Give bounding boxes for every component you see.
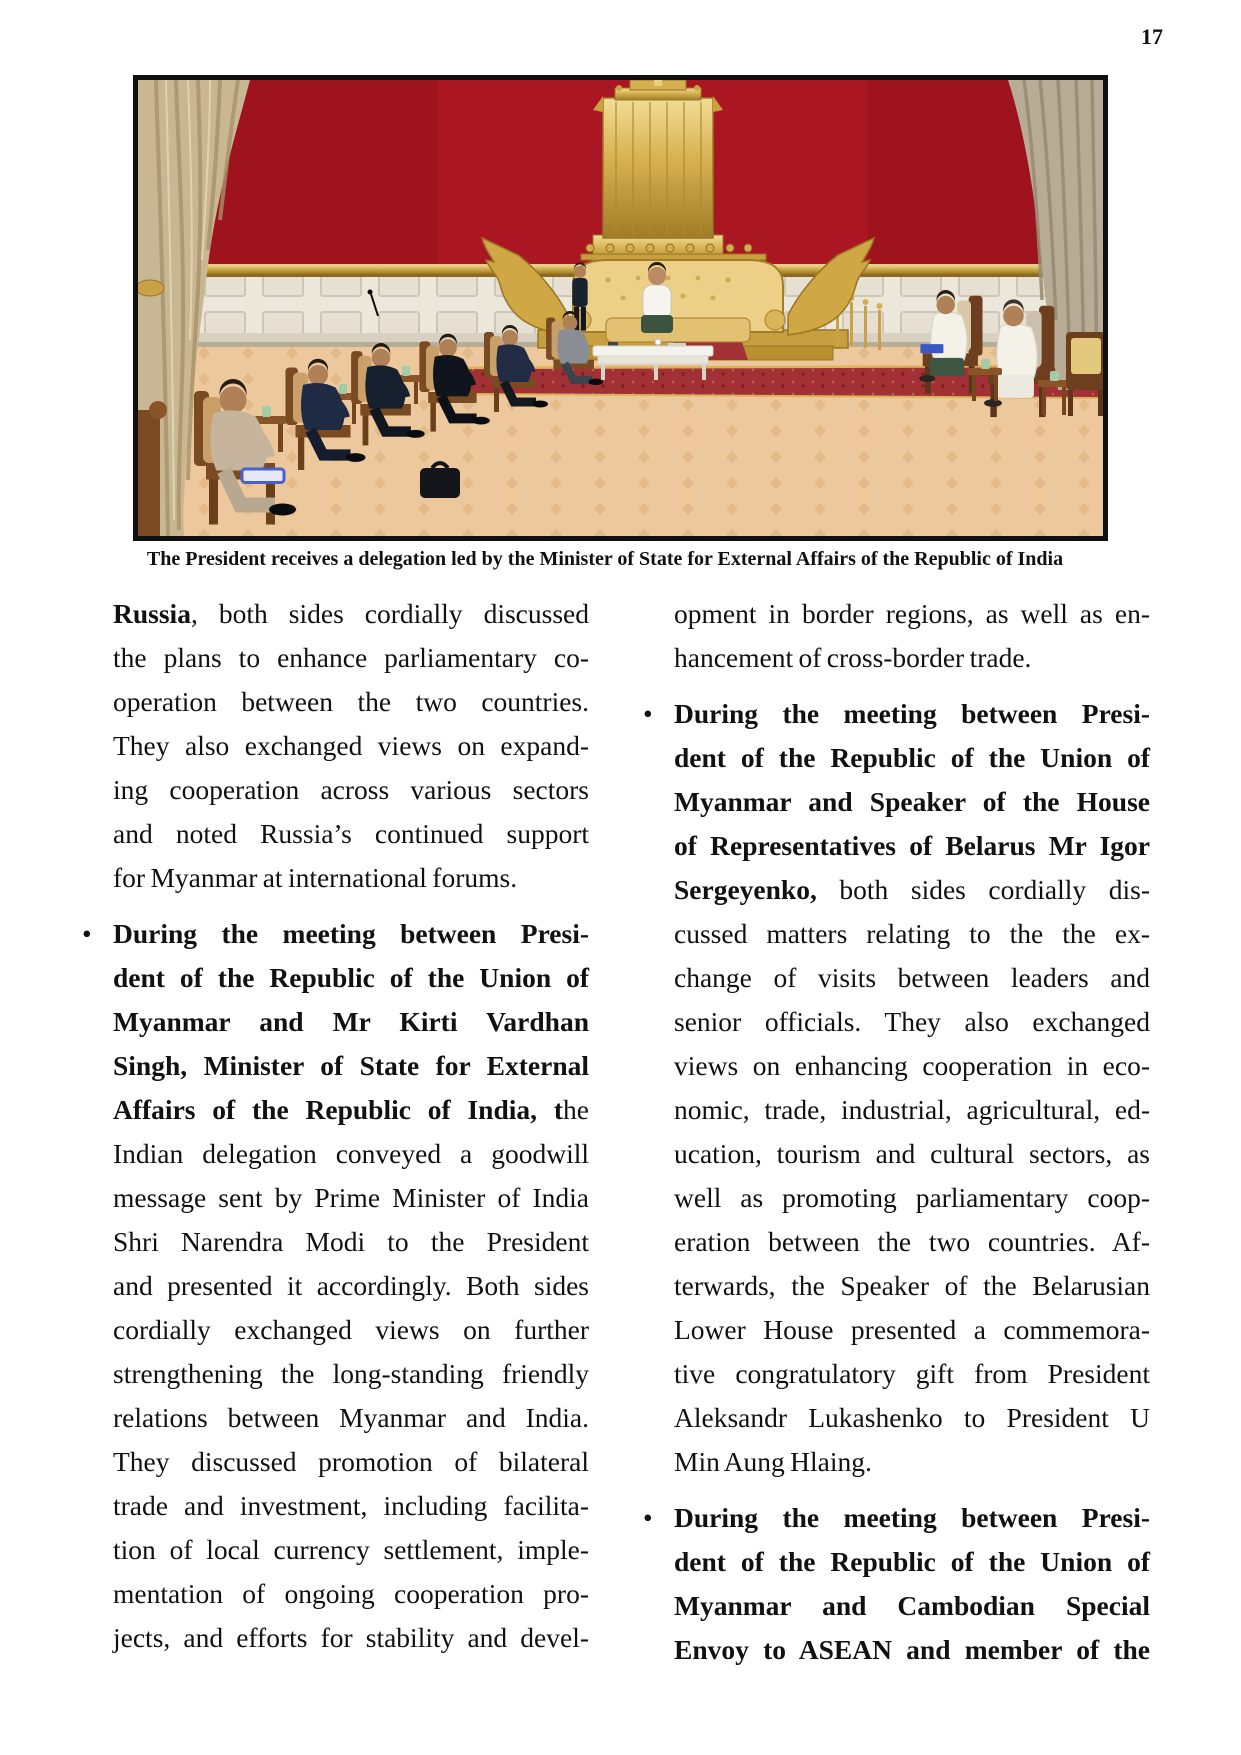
text-line: Sergeyenko, both sides cordially dis- — [674, 874, 1150, 905]
text-line: strengthening the long-standing friendly — [113, 1358, 589, 1389]
briefcase — [420, 463, 460, 498]
text-line: Myanmar and Speaker of the House — [674, 786, 1150, 817]
bullet-marker-icon: • — [82, 918, 92, 949]
text-line: Lower House presented a commemora- — [674, 1314, 1150, 1345]
page-number: 17 — [1141, 24, 1163, 49]
photo-caption: The President receives a delegation led by the Minister of State for External Affairs of the Republic of India — [146, 548, 1064, 570]
paragraph — [674, 592, 1150, 680]
column-right — [643, 592, 1150, 1672]
text-line: terwards, the Speaker of the Belarusian — [674, 1270, 1150, 1301]
text-line: operation between the two countries. — [113, 686, 589, 717]
paragraph — [113, 592, 589, 900]
bullet-marker-icon: • — [643, 698, 653, 729]
text-line: Envoy to ASEAN and member of the — [674, 1634, 1150, 1665]
text-line: dent of the Republic of the Union of — [113, 962, 589, 993]
text-line: message sent by Prime Minister of India — [113, 1182, 589, 1213]
column-left — [82, 592, 589, 1660]
text-line: • During the meeting between Presi- — [113, 912, 589, 956]
text-line: They also exchanged views on expand- — [113, 730, 589, 761]
text-line: for Myanmar at international forums. — [113, 862, 518, 893]
text-line: views on enhancing cooperation in eco- — [674, 1050, 1150, 1081]
text-line: jects, and efforts for stability and devel- — [113, 1622, 589, 1653]
text-line: and noted Russia’s continued support — [113, 818, 589, 849]
text-line: tive congratulatory gift from President — [674, 1358, 1150, 1389]
text-line: eration between the two countries. Af- — [674, 1226, 1150, 1257]
text-line: Indian delegation conveyed a goodwill — [113, 1138, 589, 1169]
text-line: ing cooperation across various sectors — [113, 774, 589, 805]
text-line: ucation, tourism and cultural sectors, as — [674, 1138, 1150, 1169]
text-line: dent of the Republic of the Union of — [674, 742, 1150, 773]
text-line: Aleksandr Lukashenko to President U — [674, 1402, 1150, 1433]
text-line: Myanmar and Cambodian Special — [674, 1590, 1150, 1621]
text-line: Singh, Minister of State for External — [113, 1050, 589, 1081]
text-line: They discussed promotion of bilateral — [113, 1446, 589, 1477]
text-line: Min Aung Hlaing. — [674, 1446, 872, 1477]
meeting-photo — [133, 75, 1108, 541]
text-line: opment in border regions, as well as en- — [674, 598, 1150, 629]
text-line: dent of the Republic of the Union of — [674, 1546, 1150, 1577]
bullet-item — [643, 1496, 1150, 1672]
text-line: mentation of ongoing cooperation pro- — [113, 1578, 589, 1609]
text-line: tion of local currency settlement, imple- — [113, 1534, 589, 1565]
text-line: Russia, both sides cordially discussed — [113, 598, 589, 629]
bullet-item — [82, 912, 589, 1660]
text-line: relations between Myanmar and India. — [113, 1402, 589, 1433]
text-line: and presented it accordingly. Both sides — [113, 1270, 589, 1301]
text-line: hancement of cross-border trade. — [674, 642, 1032, 673]
bullet-item — [643, 692, 1150, 1484]
text-line: of Representatives of Belarus Mr Igor — [674, 830, 1150, 861]
text-line: • During the meeting between Presi- — [674, 1496, 1150, 1540]
text-line: well as promoting parliamentary coop- — [674, 1182, 1150, 1213]
text-line: nomic, trade, industrial, agricultural, ed- — [674, 1094, 1150, 1125]
text-line: • During the meeting between Presi- — [674, 692, 1150, 736]
text-line: the plans to enhance parliamentary co- — [113, 642, 589, 673]
text-line: cordially exchanged views on further — [113, 1314, 589, 1345]
meeting-photo-illustration — [138, 80, 1103, 536]
text-line: trade and investment, including facilita- — [113, 1490, 589, 1521]
text-line: Affairs of the Republic of India, the — [113, 1094, 589, 1125]
bullet-marker-icon: • — [643, 1502, 653, 1533]
text-line: Shri Narendra Modi to the President — [113, 1226, 589, 1257]
text-line: senior officials. They also exchanged — [674, 1006, 1150, 1037]
text-line: Myanmar and Mr Kirti Vardhan — [113, 1006, 589, 1037]
text-line: cussed matters relating to the the ex- — [674, 918, 1150, 949]
throne-finials — [586, 244, 752, 252]
text-line: change of visits between leaders and — [674, 962, 1150, 993]
